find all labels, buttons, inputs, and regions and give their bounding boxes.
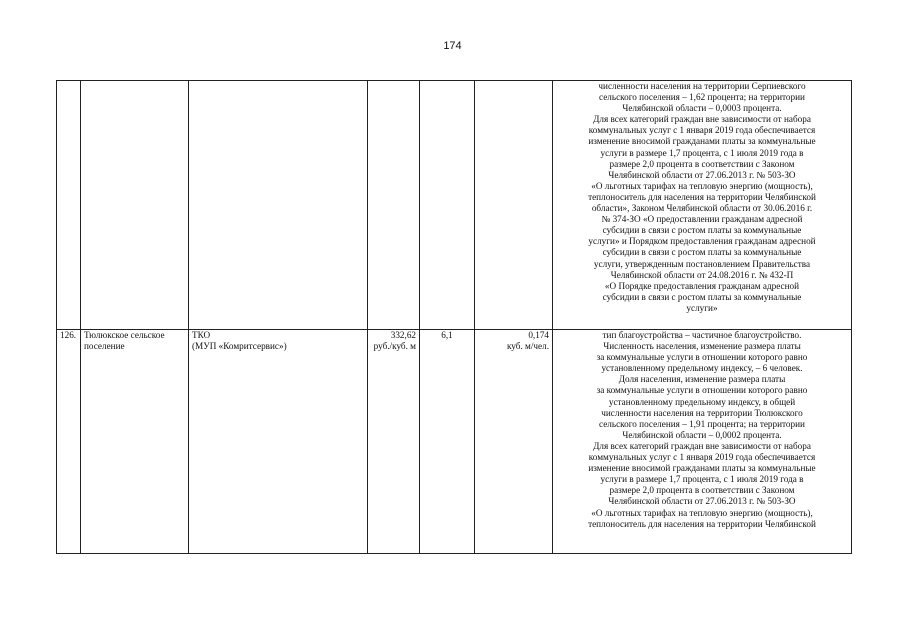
table-row [57,330,852,554]
description-line: Для всех категорий граждан вне зависимости от набора [593,440,811,451]
tariff-table [56,80,852,554]
description-line: «О Порядке предоставления гражданам адресной [604,280,800,291]
norm-cell [475,330,553,554]
norm-unit: куб. м/чел. [506,341,549,352]
tariff-value: 332,62 [390,330,416,340]
description-line: изменение вносимой гражданами платы за коммунальные [588,136,816,147]
table-row [57,81,852,330]
description-cell [553,330,852,554]
description-line: области», Законом Челябинской области от 30.06.2016 г. [591,203,813,214]
row-number-cell [57,330,81,554]
description-line: услуги в размере 1,7 процента, с 1 июля 2019 года в [600,474,804,485]
description-line: тип благоустройства – частичное благоустройство. [602,330,802,340]
description-line: субсидии в связи с ростом платы за коммунальные [602,291,802,302]
row-number: 126. [60,330,77,340]
norm-value: 0,174 [528,330,549,340]
norm-cell [475,81,553,330]
tariff-cell [368,330,420,554]
description-line: «О льготных тарифах на тепловую энергию (мощность), [591,180,813,191]
description-line: Челябинской области от 24.08.2016 г. № 432-П [610,269,794,280]
description-cell [553,81,852,330]
description-line: Численность населения, изменение размера платы [603,341,801,352]
row-number-cell [57,81,81,330]
settlement-name: Тюлюкское сельское [84,330,165,340]
description-line: услуги» [686,302,718,313]
description-line: «О льготных тарифах на тепловую энергию (мощность), [591,507,813,518]
description-line: численности населения на территории Серпиевского [598,81,806,91]
description-line: теплоноситель для населения на территории Челябинской [588,518,816,529]
description-line: услуги в размере 1,7 процента, с 1 июля 2019 года в [600,147,804,158]
description-line: установленному предельному индексу, – 6 человек. [601,363,803,374]
description-line: сельского поселения – 1,91 процента; на территории [599,418,805,429]
description-line: за коммунальные услуги в отношении которого равно [596,352,808,363]
description-line: изменение вносимой гражданами платы за коммунальные [588,463,816,474]
description-line: коммунальных услуг с 1 января 2019 года обеспечивается [588,452,816,463]
description-line: численности населения на территории Тюлюкского [601,407,803,418]
settlement-name-cell [81,81,189,330]
description-line: услуги» и Порядком предоставления гражданам адресной [588,236,816,247]
description-line: услуги, утвержденным постановлением Правительства [593,258,811,269]
rate-cell [420,81,475,330]
service-cell [189,81,368,330]
description-line: Для всех категорий граждан вне зависимости от набора [593,114,811,125]
service-type: ТКО [192,330,211,340]
tariff-cell [368,81,420,330]
tariff-unit: руб./куб. м [373,341,416,352]
description-line: сельского поселения – 1,62 процента; на территории [599,92,805,103]
description-line: № 374-ЗО «О предоставлении гражданам адресной [601,214,803,225]
service-provider: (МУП «Комритсервис») [192,341,287,352]
description-line: установленному предельному индексу, в общей [608,396,796,407]
rate-cell [420,330,475,554]
description-line: размере 2,0 процента в соответствии с Законом [609,485,795,496]
service-cell [189,330,368,554]
settlement-name: поселение [84,341,125,352]
settlement-name-cell [81,330,189,554]
description-line: Челябинской области от 27.06.2013 г. № 503-ЗО [608,169,796,180]
description-line: за коммунальные услуги в отношении которого равно [596,385,808,396]
description-line: Доля населения, изменение размера платы [618,374,786,385]
description-line: субсидии в связи с ростом платы за коммунальные [602,225,802,236]
description-line: Челябинской области – 0,0002 процента. [622,429,782,440]
description-line: субсидии в связи с ростом платы за коммунальные [602,247,802,258]
description-line: Челябинской области – 0,0003 процента. [622,103,782,114]
description-line: Челябинской области от 27.06.2013 г. № 503-ЗО [608,496,796,507]
rate-value: 6,1 [441,330,453,340]
description-line: коммунальных услуг с 1 января 2019 года обеспечивается [588,125,816,136]
description-line: теплоноситель для населения на территории Челябинской [588,191,816,202]
page-number: 174 [443,40,462,52]
description-line: размере 2,0 процента в соответствии с Законом [609,158,795,169]
